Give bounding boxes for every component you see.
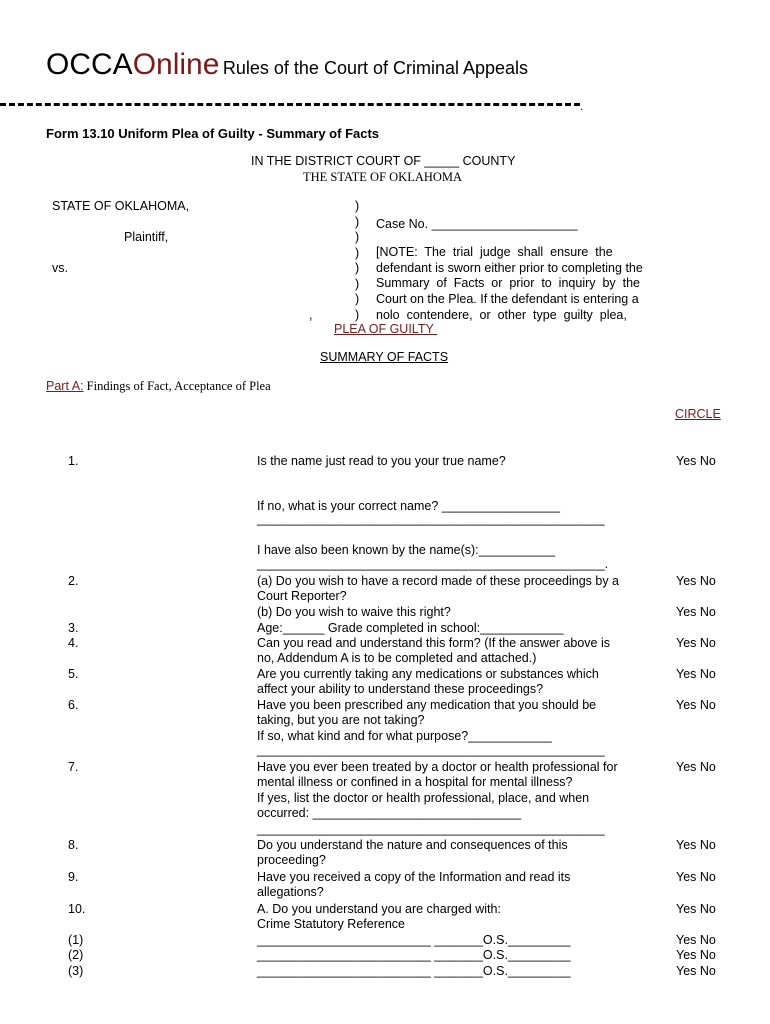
header-subtitle: Rules of the Court of Criminal Appeals [222, 58, 529, 78]
question-text: Have you received a copy of the Information and read its [257, 870, 571, 884]
state-line: THE STATE OF OKLAHOMA [303, 170, 463, 184]
answer-choices[interactable]: Yes No [676, 636, 716, 650]
answer-choices[interactable]: Yes No [676, 667, 716, 681]
note-line: [NOTE: The trial judge shall ensure the [376, 245, 613, 259]
item-number: 2. [68, 574, 79, 588]
question-text: Do you understand the nature and consequences of this [257, 838, 568, 852]
answer-choices[interactable]: Yes No [676, 605, 716, 619]
header-divider [0, 103, 580, 106]
blank-line[interactable]: __________________________________________________ [257, 743, 605, 757]
court-line: IN THE DISTRICT COURT OF _____ COUNTY [251, 154, 516, 168]
caption-plaintiff: Plaintiff, [124, 230, 169, 244]
answer-choices[interactable]: Yes No [676, 948, 716, 962]
divider-dot: . [580, 99, 584, 113]
note-line: nolo contendere, or other type guilty plea, [376, 308, 627, 322]
answer-choices[interactable]: Yes No [676, 933, 716, 947]
charge-line[interactable]: _________________________ _______O.S._________ [257, 933, 571, 947]
part-a-heading [46, 379, 271, 394]
sub-item-number: (1) [68, 933, 84, 947]
sub-item-number: (2) [68, 948, 84, 962]
question-text: occurred: ______________________________ [257, 806, 522, 820]
item-number: 9. [68, 870, 79, 884]
sub-item-number: (3) [68, 964, 84, 978]
note-line: Summary of Facts or prior to inquiry by the [376, 276, 640, 290]
item-number: 5. [68, 667, 79, 681]
question-text: Crime Statutory Reference [257, 917, 405, 931]
question-text: Have you ever been treated by a doctor or health professional for [257, 760, 618, 774]
question-text: If yes, list the doctor or health professional, place, and when [257, 791, 590, 805]
answer-choices[interactable]: Yes No [676, 760, 716, 774]
caption-state: STATE OF OKLAHOMA, [52, 199, 190, 213]
caption-paren: ) [355, 215, 360, 229]
question-text: affect your ability to understand these proceedings? [257, 682, 544, 696]
question-text: Have you been prescribed any medication that you should be [257, 698, 597, 712]
blank-line[interactable]: __________________________________________________ [257, 822, 605, 836]
note-line: Court on the Plea. If the defendant is entering a [376, 292, 639, 306]
note-line: defendant is sworn either prior to completing the [376, 261, 643, 275]
item-number: 6. [68, 698, 79, 712]
part-a-label: Part A: [46, 379, 84, 393]
item-number: 8. [68, 838, 79, 852]
caption-comma: , [309, 308, 313, 322]
question-text: Court Reporter? [257, 589, 347, 603]
caption-paren: ) [355, 199, 360, 213]
caption-vs: vs. [52, 261, 68, 275]
item-number: 10. [68, 902, 86, 916]
part-a-text: Findings of Fact, Acceptance of Plea [83, 379, 271, 393]
item-number: 3. [68, 621, 79, 635]
blank-line[interactable]: __________________________________________________. [257, 557, 609, 571]
blank-line[interactable]: __________________________________________________ [257, 512, 605, 526]
answer-choices[interactable]: Yes No [676, 838, 716, 852]
plea-heading: PLEA OF GUILTY [334, 322, 438, 336]
question-text: no, Addendum A is to be completed and attached.) [257, 651, 537, 665]
question-text: (a) Do you wish to have a record made of these proceedings by a [257, 574, 620, 588]
question-text: I have also been known by the name(s):___________ [257, 543, 556, 557]
question-text: If so, what kind and for what purpose?____________ [257, 729, 552, 743]
charge-line[interactable]: _________________________ _______O.S._________ [257, 964, 571, 978]
question-text[interactable]: Age:______ Grade completed in school:____________ [257, 621, 564, 635]
item-number: 7. [68, 760, 79, 774]
question-text: taking, but you are not taking? [257, 713, 425, 727]
brand-online: Online [132, 48, 220, 81]
caption-paren: ) [355, 292, 360, 306]
caption-paren: ) [355, 246, 360, 260]
question-text: Can you read and understand this form? (If the answer above is [257, 636, 610, 650]
summary-heading: SUMMARY OF FACTS [320, 350, 449, 364]
question-text: Are you currently taking any medications or substances which [257, 667, 599, 681]
answer-choices[interactable]: Yes No [676, 574, 716, 588]
caption-paren: ) [355, 308, 360, 322]
question-text: allegations? [257, 885, 324, 899]
case-number: Case No. _____________________ [376, 217, 578, 231]
answer-choices[interactable]: Yes No [676, 870, 716, 884]
site-header [46, 48, 528, 82]
question-text: A. Do you understand you are charged with: [257, 902, 501, 916]
question-text: proceeding? [257, 853, 326, 867]
question-text: (b) Do you wish to waive this right? [257, 605, 451, 619]
answer-choices[interactable]: Yes No [676, 454, 716, 468]
form-title: Form 13.10 Uniform Plea of Guilty - Summary of Facts [46, 126, 380, 141]
answer-choices[interactable]: Yes No [676, 964, 716, 978]
charge-line[interactable]: _________________________ _______O.S._________ [257, 948, 571, 962]
answer-choices[interactable]: Yes No [676, 698, 716, 712]
question-text: mental illness or confined in a hospital for mental illness? [257, 775, 573, 789]
question-text: Is the name just read to you your true name? [257, 454, 506, 468]
caption-paren: ) [355, 230, 360, 244]
question-text: If no, what is your correct name? _________________ [257, 499, 560, 513]
item-number: 1. [68, 454, 79, 468]
answer-choices[interactable]: Yes No [676, 902, 716, 916]
item-number: 4. [68, 636, 79, 650]
circle-label: CIRCLE [675, 407, 721, 421]
brand-occa: OCCA [46, 48, 133, 81]
caption-paren: ) [355, 261, 360, 275]
caption-paren: ) [355, 277, 360, 291]
